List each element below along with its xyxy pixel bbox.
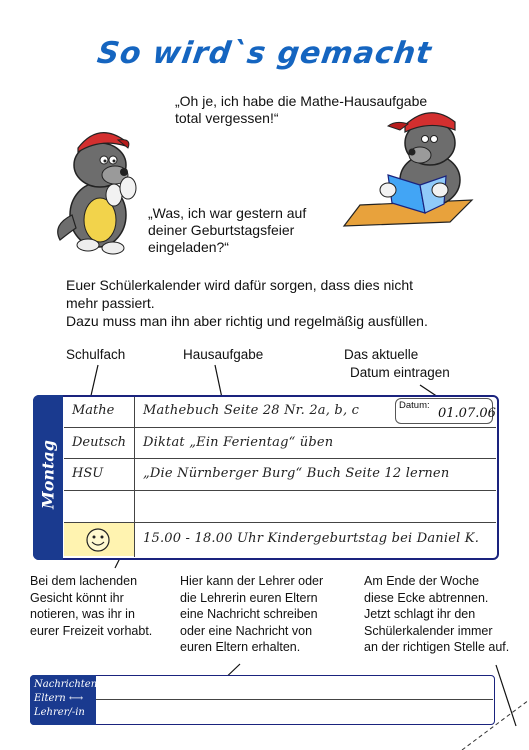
explanation-line: oder eine Nachricht von: [180, 623, 313, 638]
quote-line: „Oh je, ich habe die Mathe-Hausaufgabe: [175, 93, 428, 109]
row-entry: Mathebuch Seite 28 Nr. 2a, b, c: [143, 403, 360, 418]
label-homework: Hausaufgabe: [183, 347, 264, 362]
explanation-line: notieren, was ihr in: [30, 607, 135, 621]
intro-text: [66, 276, 496, 330]
row-entry: Diktat „Ein Ferientag“ üben: [143, 435, 334, 450]
intro-line: Dazu muss man ihn aber richtig und regelmäßig ausfüllen.: [66, 313, 428, 329]
surprised-mole-icon: [58, 133, 136, 254]
freetime-cell: [64, 523, 135, 556]
freetime-entry: 15.00 - 18.00 Uhr Kindergeburtstag bei Daniel K.: [143, 531, 480, 546]
row-subject: Mathe: [72, 403, 115, 418]
messages-label-line: Nachrichten: [34, 679, 98, 690]
explanation-line: die Lehrerin euren Eltern: [180, 590, 318, 605]
date-field[interactable]: [395, 398, 496, 424]
explanation-line: eurer Freizeit vorhabt.: [30, 623, 153, 638]
messages-divider: [96, 699, 493, 700]
messages-label-line: Eltern ⟷: [34, 693, 84, 704]
explanation-line: Bei dem lachenden: [30, 574, 138, 588]
explanation-smiley: [30, 573, 152, 639]
explanation-line: eine Nachricht schreiben: [180, 607, 318, 621]
messages-label: [30, 675, 96, 725]
explanation-line: Am Ende der Woche: [364, 574, 480, 588]
row-entry: „Die Nürnberger Burg“ Buch Seite 12 lernen: [143, 466, 450, 481]
page-title: So wird`s gemacht: [95, 36, 434, 71]
explanation-line: Gesicht könnt ihr: [30, 590, 124, 605]
smiley-icon: [64, 523, 135, 556]
quote-line: eingeladen?“: [148, 239, 229, 255]
row-divider: [64, 458, 496, 459]
row-divider: [64, 522, 496, 523]
messages-box[interactable]: [30, 675, 495, 725]
label-date-line2: Datum eintragen: [350, 365, 450, 380]
pointer-corner: [496, 665, 516, 726]
explanation-line: diese Ecke abtrennen.: [364, 590, 489, 605]
date-label: Datum:: [399, 400, 430, 411]
date-value: 01.07.06: [438, 406, 496, 421]
row-subject: HSU: [72, 466, 104, 481]
explanation-line: Schülerkalender immer: [364, 623, 493, 638]
explanation-message: [180, 573, 323, 656]
label-subject: Schulfach: [66, 347, 126, 362]
quote-line: „Was, ich war gestern auf: [148, 205, 307, 221]
explanation-line: Jetzt schlagt ihr den: [364, 607, 476, 621]
intro-line: Euer Schülerkalender wird dafür sorgen, dass dies nicht: [66, 277, 414, 293]
explanation-corner: [364, 573, 509, 656]
pointer-homework: [215, 365, 222, 398]
messages-label-line: Lehrer/-in: [34, 707, 85, 718]
explanation-line: an der richtigen Stelle auf.: [364, 640, 510, 654]
reading-mole-icon: [344, 113, 472, 226]
column-divider: [134, 397, 135, 557]
quote-line: deiner Geburtstagsfeier: [148, 222, 295, 238]
explanation-line: euren Eltern erhalten.: [180, 640, 301, 654]
explanation-line: Hier kann der Lehrer oder: [180, 574, 324, 588]
day-strip: [33, 395, 63, 560]
row-subject: Deutsch: [72, 435, 127, 450]
label-date-line1: Das aktuelle: [344, 347, 419, 362]
row-divider: [64, 427, 496, 428]
row-divider: [64, 490, 496, 491]
quote-line: total vergessen!“: [175, 110, 279, 126]
day-label: Montag: [38, 440, 58, 509]
intro-line: mehr passiert.: [66, 295, 155, 311]
